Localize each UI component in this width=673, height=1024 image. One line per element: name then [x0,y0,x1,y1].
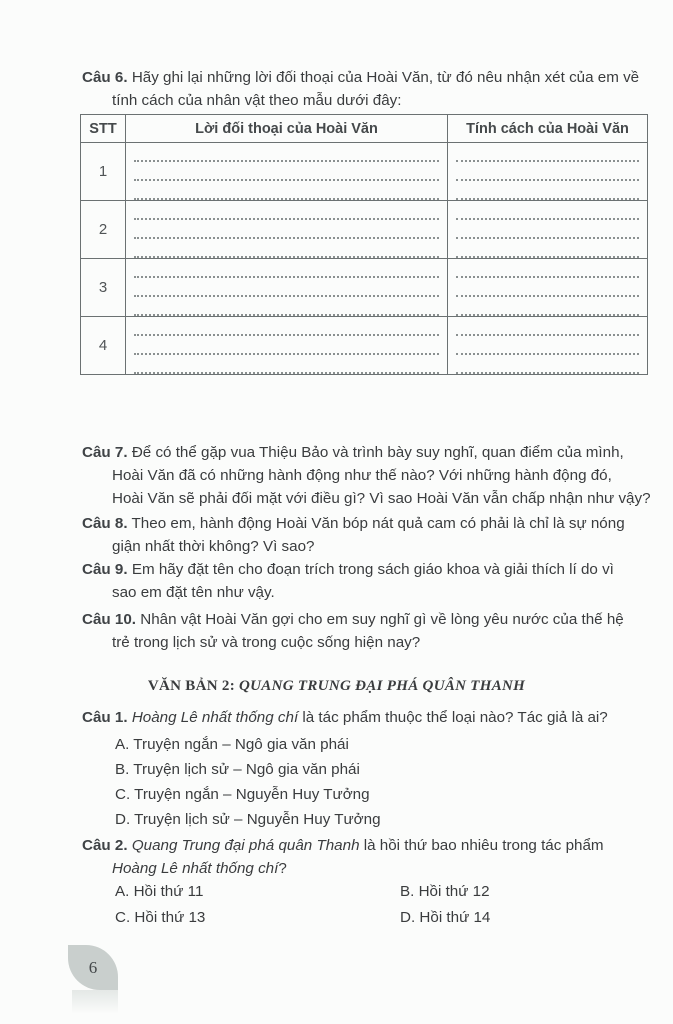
question-text: Em hãy đặt tên cho đoạn trích trong sách giáo khoa và giải thích lí do vì [131,561,614,578]
personality-answer-cell[interactable] [448,259,648,317]
question-number: Câu 9. [82,561,128,578]
dialogue-answer-cell[interactable] [126,201,448,259]
question-number: Câu 6. [82,69,128,86]
question-text: Để có thể gặp vua Thiệu Bảo và trình bày suy nghĩ, quan điểm của mình, [131,444,624,461]
question-9 [82,558,652,604]
work-title: Quang Trung đại phá quân Thanh [131,837,360,854]
question-number: Câu 2. [82,837,128,854]
question-text: Nhân vật Hoài Văn gợi cho em suy nghĩ gì về lòng yêu nước của thế hệ [140,611,624,628]
question-text-cont: giận nhất thời không? Vì sao? [112,538,315,555]
table-header-row [81,115,648,143]
section-title [0,678,673,695]
question-number: Câu 7. [82,444,128,461]
work-title: Hoàng Lê nhất thống chí [131,709,299,726]
option-c[interactable]: C. Truyện ngắn – Nguyễn Huy Tưởng [115,786,370,803]
question-text-cont: sao em đặt tên như vậy. [112,584,275,601]
question-text-cont: Hoài Văn sẽ phải đối mặt với điều gì? Vì sao Hoài Văn vẫn chấp nhận như vậy? [112,490,651,507]
option-a[interactable]: A. Hồi thứ 11 [115,883,204,900]
question-7 [82,441,652,510]
s2-question-1 [82,706,652,729]
dialogue-answer-cell[interactable] [126,143,448,201]
question-text: Hãy ghi lại những lời đối thoại của Hoài Văn, từ đó nêu nhận xét của em về [131,69,640,86]
table-row [81,317,648,375]
dialogue-answer-cell[interactable] [126,259,448,317]
option-d[interactable]: D. Hồi thứ 14 [400,909,491,926]
question-number: Câu 10. [82,611,137,628]
page-number: 6 [88,958,98,977]
question-number: Câu 8. [82,515,128,532]
question-text-cont: trẻ trong lịch sử và trong cuộc sống hiện nay? [112,634,421,651]
option-c[interactable]: C. Hồi thứ 13 [115,909,206,926]
question-text-cont: tính cách của nhân vật theo mẫu dưới đây: [112,92,402,109]
s2-question-2 [82,834,652,880]
header-stt: STT [81,115,126,143]
question-text: là tác phẩm thuộc thể loại nào? Tác giả là ai? [298,709,608,726]
option-b[interactable]: B. Hồi thứ 12 [400,883,490,900]
page-number-badge [68,945,118,990]
personality-answer-cell[interactable] [448,317,648,375]
question-6 [82,66,652,112]
question-text: là hồi thứ bao nhiêu trong tác phẩm [359,837,604,854]
header-dialogue: Lời đối thoại của Hoài Văn [126,115,448,143]
question-number: Câu 1. [82,709,128,726]
dialogue-table [80,114,648,375]
table-row [81,201,648,259]
row-number: 1 [81,143,126,201]
section-title-prefix: VĂN BẢN 2: [147,678,240,694]
page-number-reflection [72,990,118,1014]
row-number: 2 [81,201,126,259]
option-d[interactable]: D. Truyện lịch sử – Nguyễn Huy Tưởng [115,811,381,828]
work-title: Hoàng Lê nhất thống chí [112,860,279,877]
personality-answer-cell[interactable] [448,201,648,259]
question-mark: ? [278,860,287,877]
dialogue-answer-cell[interactable] [126,317,448,375]
personality-answer-cell[interactable] [448,143,648,201]
option-b[interactable]: B. Truyện lịch sử – Ngô gia văn phái [115,761,360,778]
table-row [81,143,648,201]
option-a[interactable]: A. Truyện ngắn – Ngô gia văn phái [115,736,349,753]
row-number: 4 [81,317,126,375]
question-text-cont: Hoài Văn đã có những hành động như thế nào? Với những hành động đó, [112,467,612,484]
header-personality: Tính cách của Hoài Văn [448,115,648,143]
question-8 [82,512,652,558]
question-text: Theo em, hành động Hoài Văn bóp nát quả cam có phải là chỉ là sự nóng [131,515,625,532]
table-row [81,259,648,317]
question-10 [82,608,652,654]
row-number: 3 [81,259,126,317]
section-title-work: QUANG TRUNG ĐẠI PHÁ QUÂN THANH [239,678,526,694]
